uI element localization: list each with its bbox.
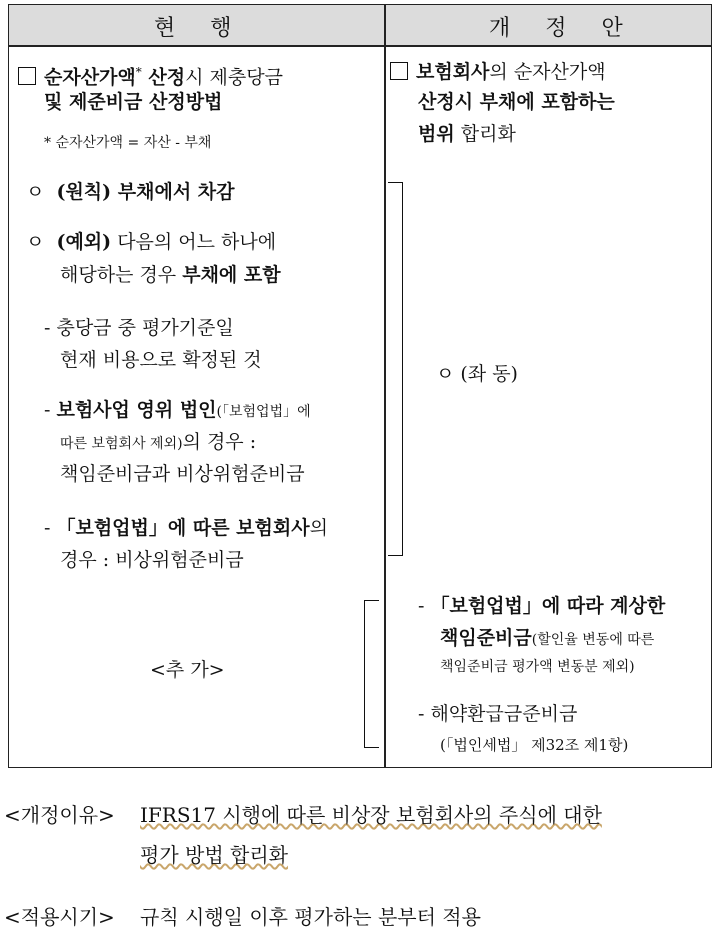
sub-item-3-line2: 경우 : 비상위험준비금	[60, 549, 244, 571]
right-bracket	[388, 182, 403, 556]
same-as-left: ㅇ (좌 동)	[436, 363, 518, 385]
new-item-1: - 「보험업법」에 따라 계상한	[418, 595, 666, 617]
reason-label: <개정이유>	[4, 803, 115, 827]
left-bracket	[364, 600, 379, 748]
sub-item-2-line3: 책임준비금과 비상위험준비금	[60, 463, 305, 485]
column-divider	[384, 5, 386, 767]
principle-item: ㅇ (원칙) 부채에서 차감	[26, 181, 235, 203]
reason-text-line1: IFRS17 시행에 따른 비상장 보험회사의 주식에 대한	[140, 803, 602, 827]
revised-title-line2: 산정시 부채에 포함하는	[418, 91, 615, 113]
new-item-2: - 해약환급금준비금	[418, 703, 578, 725]
added-label: <추 가>	[150, 659, 225, 681]
sub-item-1-line2: 현재 비용으로 확정된 것	[60, 349, 262, 371]
revised-title-line1: 보험회사의 순자산가액	[390, 58, 606, 86]
revised-title-line3: 범위 합리화	[418, 123, 516, 145]
new-item-2-line2: (「법인세법」 제32조 제1항)	[440, 736, 629, 754]
sub-item-2-line2: 따른 보험회사 제외)의 경우 :	[60, 431, 257, 453]
sub-item-3: - 「보험업법」에 따른 보험회사의	[44, 517, 328, 539]
new-item-1-line2: 책임준비금(할인율 변동에 따른	[440, 627, 655, 649]
checkbox-icon	[18, 67, 36, 85]
current-title-line1: 순자산가액* 산정시 제충당금	[18, 58, 283, 91]
apply-text: 규칙 시행일 이후 평가하는 분부터 적용	[140, 905, 481, 929]
exception-item: ㅇ (예외) 다음의 어느 하나에	[26, 231, 277, 253]
sub-item-2: - 보험사업 영위 법인(「보험업법」에	[44, 399, 311, 421]
current-title-line2: 및 제준비금 산정방법	[44, 91, 223, 113]
apply-label: <적용시기>	[4, 905, 115, 929]
exception-item-line2: 해당하는 경우 부채에 포함	[60, 264, 281, 286]
header-revised: 개 정 안	[489, 16, 637, 41]
sub-item-1: - 충당금 중 평가기준일	[44, 317, 234, 339]
reason-text-line2: 평가 방법 합리화	[140, 843, 288, 867]
footnote: * 순자산가액 = 자산 - 부채	[44, 135, 212, 151]
checkbox-icon	[390, 62, 408, 80]
new-item-1-line3: 책임준비금 평가액 변동분 제외)	[440, 659, 635, 675]
header-current: 현 행	[154, 16, 246, 41]
